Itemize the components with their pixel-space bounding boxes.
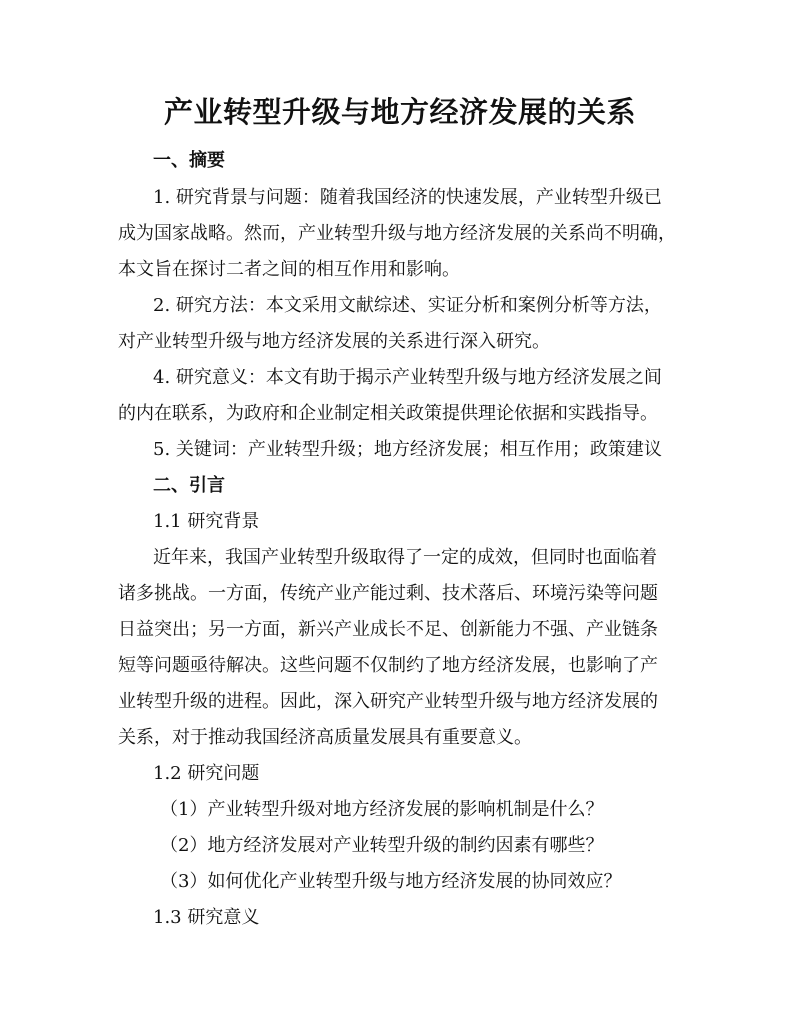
background-line3: 日益突出；另一方面，新兴产业成长不足、创新能力不强、产业链条: [118, 619, 658, 640]
abstract-item4-line1: 4. 研究意义：本文有助于揭示产业转型升级与地方经济发展之间: [153, 367, 662, 388]
document-title: 产业转型升级与地方经济发展的关系: [163, 95, 636, 129]
abstract-item2-line1: 2. 研究方法：本文采用文献综述、实证分析和案例分析等方法，: [153, 295, 662, 316]
abstract-item4-line2: 的内在联系，为政府和企业制定相关政策提供理论依据和实践指导。: [118, 403, 658, 424]
research-question-2: （2）地方经济发展对产业转型升级的制约因素有哪些？: [160, 835, 604, 856]
abstract-item1-line1: 1. 研究背景与问题：随着我国经济的快速发展，产业转型升级已: [153, 187, 662, 208]
section-heading-abstract: 一、摘要: [153, 150, 225, 171]
background-line6: 关系，对于推动我国经济高质量发展具有重要意义。: [118, 727, 532, 748]
subsection-heading-significance: 1.3 研究意义: [153, 907, 260, 928]
section-heading-intro: 二、引言: [153, 475, 225, 496]
abstract-item1-line2: 成为国家战略。然而，产业转型升级与地方经济发展的关系尚不明确，: [118, 223, 676, 244]
research-question-3: （3）如何优化产业转型升级与地方经济发展的协同效应？: [160, 871, 622, 892]
background-line2: 诸多挑战。一方面，传统产业产能过剩、技术落后、环境污染等问题: [118, 583, 658, 604]
research-question-1: （1）产业转型升级对地方经济发展的影响机制是什么？: [160, 799, 604, 820]
subsection-heading-background: 1.1 研究背景: [153, 511, 260, 532]
background-line5: 业转型升级的进程。因此，深入研究产业转型升级与地方经济发展的: [118, 691, 658, 712]
abstract-item2-line2: 对产业转型升级与地方经济发展的关系进行深入研究。: [118, 331, 550, 352]
abstract-keywords: 5. 关键词：产业转型升级；地方经济发展；相互作用；政策建议: [153, 439, 662, 460]
background-line4: 短等问题亟待解决。这些问题不仅制约了地方经济发展，也影响了产: [118, 655, 658, 676]
abstract-item1-line3: 本文旨在探讨二者之间的相互作用和影响。: [118, 259, 460, 280]
background-line1: 近年来，我国产业转型升级取得了一定的成效，但同时也面临着: [153, 547, 657, 568]
subsection-heading-questions: 1.2 研究问题: [153, 763, 260, 784]
